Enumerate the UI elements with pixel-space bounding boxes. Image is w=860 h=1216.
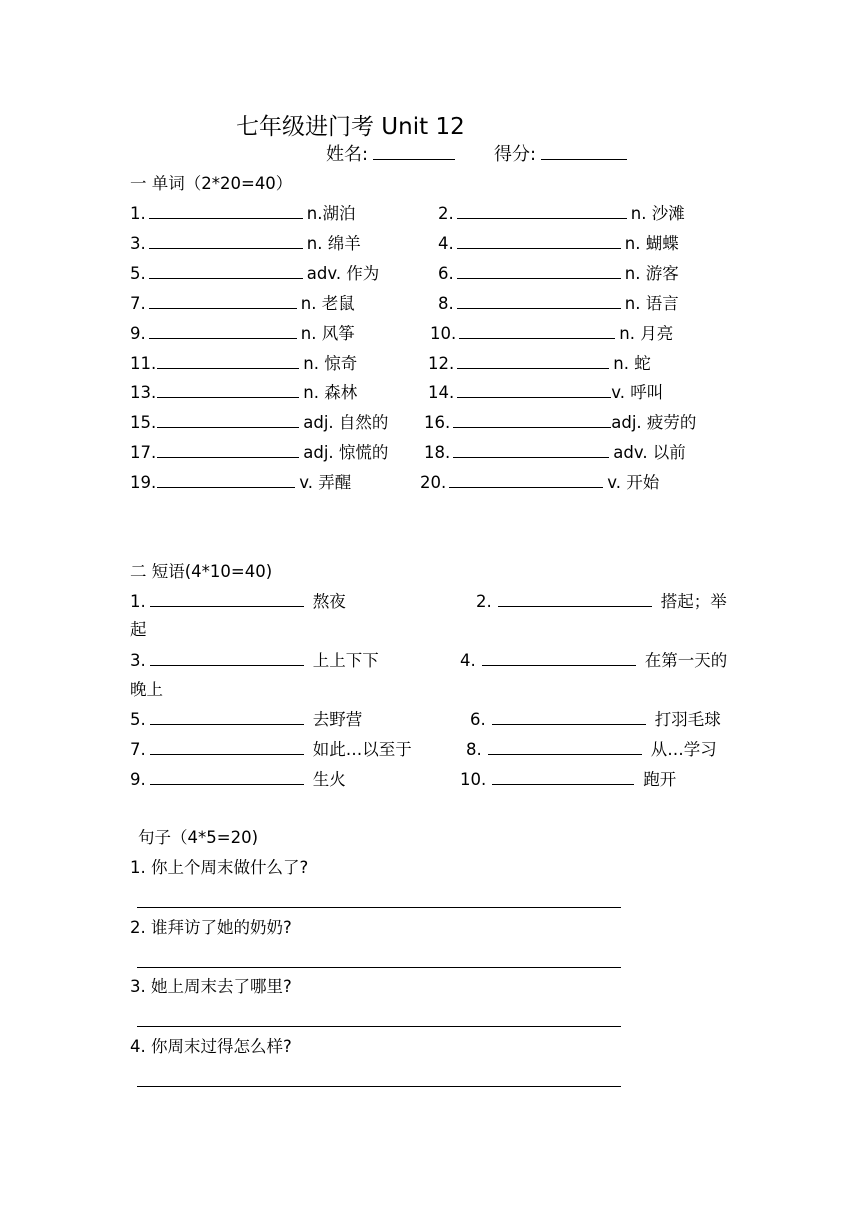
vocab-item: [130, 441, 388, 464]
item-number: 10.: [430, 324, 457, 343]
item-number: 6.: [438, 264, 454, 283]
item-number: 8.: [466, 740, 482, 759]
item-definition: 熬夜: [312, 592, 346, 611]
answer-blank[interactable]: [150, 768, 304, 785]
item-definition: n. 语言: [624, 294, 679, 313]
section-3-heading: 句子（4*5=20): [138, 828, 259, 847]
sentence-question: 3. 她上周末去了哪里?: [130, 977, 292, 996]
vocab-item: [130, 232, 361, 255]
vocab-item: [438, 232, 679, 255]
item-number: 9.: [130, 770, 146, 789]
item-definition: 如此…以至于: [312, 740, 412, 759]
answer-blank[interactable]: [492, 768, 634, 785]
item-definition: 去野营: [312, 710, 363, 729]
name-label: 姓名:: [326, 144, 369, 165]
item-definition: n. 游客: [624, 264, 679, 283]
answer-blank[interactable]: [453, 441, 609, 458]
item-number: 11.: [130, 354, 157, 373]
answer-blank[interactable]: [457, 352, 609, 369]
phrase-item: [130, 708, 362, 731]
item-number: 3.: [130, 651, 146, 670]
item-definition: v. 弄醒: [299, 473, 352, 492]
item-definition: n. 风筝: [300, 324, 355, 343]
answer-blank[interactable]: [149, 202, 303, 219]
phrase-wrap-text: 晚上: [130, 680, 163, 699]
item-number: 13.: [130, 383, 157, 402]
item-definition: n.湖泊: [306, 204, 356, 223]
answer-blank[interactable]: [457, 292, 621, 309]
item-number: 7.: [130, 294, 146, 313]
item-definition: adj. 惊慌的: [303, 443, 389, 462]
item-definition: n. 绵羊: [306, 234, 361, 253]
item-number: 5.: [130, 264, 146, 283]
sentence-answer-line[interactable]: [137, 967, 621, 968]
answer-blank[interactable]: [492, 708, 646, 725]
answer-blank[interactable]: [149, 232, 303, 249]
item-number: 8.: [438, 294, 454, 313]
section-1-heading: 一 单词（2*20=40）: [130, 174, 293, 193]
item-definition: adj. 疲劳的: [611, 413, 697, 432]
answer-blank[interactable]: [150, 649, 304, 666]
vocab-item: [424, 411, 696, 434]
item-definition: 在第一天的: [644, 651, 728, 670]
answer-blank[interactable]: [482, 649, 636, 666]
answer-blank[interactable]: [157, 352, 299, 369]
vocab-item: [130, 411, 388, 434]
phrase-item: [470, 708, 721, 731]
answer-blank[interactable]: [157, 411, 299, 428]
item-number: 4.: [460, 651, 476, 670]
item-number: 7.: [130, 740, 146, 759]
answer-blank[interactable]: [150, 738, 304, 755]
item-number: 1.: [130, 204, 146, 223]
vocab-item: [130, 322, 355, 345]
answer-blank[interactable]: [157, 471, 295, 488]
name-field: [326, 143, 455, 166]
answer-blank[interactable]: [459, 322, 615, 339]
item-number: 1.: [130, 592, 146, 611]
item-definition: adv. 作为: [306, 264, 380, 283]
sentence-answer-line[interactable]: [137, 1086, 621, 1087]
item-definition: v. 开始: [607, 473, 660, 492]
item-number: 6.: [470, 710, 486, 729]
vocab-item: [438, 262, 679, 285]
vocab-item: [428, 381, 663, 404]
answer-blank[interactable]: [457, 381, 611, 398]
item-number: 18.: [424, 443, 451, 462]
item-number: 2.: [476, 592, 492, 611]
vocab-item: [130, 471, 351, 494]
item-number: 3.: [130, 234, 146, 253]
sentence-answer-line[interactable]: [137, 1026, 621, 1027]
vocab-item: [428, 352, 651, 375]
item-definition: n. 蛇: [613, 354, 651, 373]
vocab-item: [130, 202, 355, 225]
phrase-item: [130, 738, 412, 761]
answer-blank[interactable]: [150, 590, 304, 607]
item-number: 17.: [130, 443, 157, 462]
vocab-item: [438, 202, 685, 225]
phrase-item: [130, 649, 379, 672]
phrase-item: [466, 738, 717, 761]
item-definition: v. 呼叫: [611, 383, 664, 402]
item-definition: 从…学习: [650, 740, 717, 759]
answer-blank[interactable]: [157, 381, 299, 398]
sentence-question: 4. 你周末过得怎么样?: [130, 1037, 292, 1056]
item-definition: n. 沙滩: [630, 204, 685, 223]
item-number: 2.: [438, 204, 454, 223]
item-number: 20.: [420, 473, 447, 492]
answer-blank[interactable]: [453, 411, 611, 428]
item-number: 4.: [438, 234, 454, 253]
vocab-item: [130, 292, 355, 315]
sentence-question: 1. 你上个周末做什么了?: [130, 858, 309, 877]
item-number: 16.: [424, 413, 451, 432]
name-blank[interactable]: [373, 143, 455, 160]
answer-blank[interactable]: [457, 202, 627, 219]
phrase-item: [476, 590, 727, 613]
phrase-item: [130, 768, 346, 791]
item-definition: n. 惊奇: [303, 354, 358, 373]
vocab-item: [130, 381, 357, 404]
sentence-question: 2. 谁拜访了她的奶奶?: [130, 918, 292, 937]
score-blank[interactable]: [541, 143, 627, 160]
item-definition: n. 老鼠: [300, 294, 355, 313]
answer-blank[interactable]: [149, 322, 297, 339]
answer-blank[interactable]: [457, 232, 621, 249]
answer-blank[interactable]: [449, 471, 603, 488]
score-label: 得分:: [494, 144, 537, 165]
vocab-item: [430, 322, 673, 345]
score-field: [494, 143, 627, 166]
item-definition: 上上下下: [312, 651, 379, 670]
answer-blank[interactable]: [498, 590, 652, 607]
item-number: 12.: [428, 354, 455, 373]
sentence-answer-line[interactable]: [137, 907, 621, 908]
vocab-item: [438, 292, 679, 315]
answer-blank[interactable]: [157, 441, 299, 458]
vocab-item: [424, 441, 686, 464]
vocab-item: [130, 352, 357, 375]
answer-blank[interactable]: [149, 262, 303, 279]
item-definition: n. 蝴蝶: [624, 234, 679, 253]
answer-blank[interactable]: [150, 708, 304, 725]
item-definition: 跑开: [643, 770, 677, 789]
answer-blank[interactable]: [457, 262, 621, 279]
vocab-item: [130, 262, 379, 285]
item-definition: adj. 自然的: [303, 413, 389, 432]
item-definition: 生火: [312, 770, 346, 789]
section-2-heading: 二 短语(4*10=40): [130, 562, 273, 581]
item-number: 15.: [130, 413, 157, 432]
phrase-item: [460, 649, 727, 672]
item-number: 14.: [428, 383, 455, 402]
page-title: 七年级进门考 Unit 12: [236, 114, 465, 140]
item-definition: 打羽毛球: [654, 710, 721, 729]
item-definition: n. 月亮: [619, 324, 674, 343]
phrase-wrap-text: 起: [130, 620, 147, 639]
item-number: 19.: [130, 473, 157, 492]
item-number: 10.: [460, 770, 487, 789]
vocab-item: [420, 471, 659, 494]
item-definition: 搭起；举: [660, 592, 727, 611]
item-definition: n. 森林: [303, 383, 358, 402]
answer-blank[interactable]: [149, 292, 297, 309]
phrase-item: [130, 590, 346, 613]
answer-blank[interactable]: [488, 738, 642, 755]
item-number: 9.: [130, 324, 146, 343]
item-definition: adv. 以前: [613, 443, 686, 462]
item-number: 5.: [130, 710, 146, 729]
phrase-item: [460, 768, 676, 791]
